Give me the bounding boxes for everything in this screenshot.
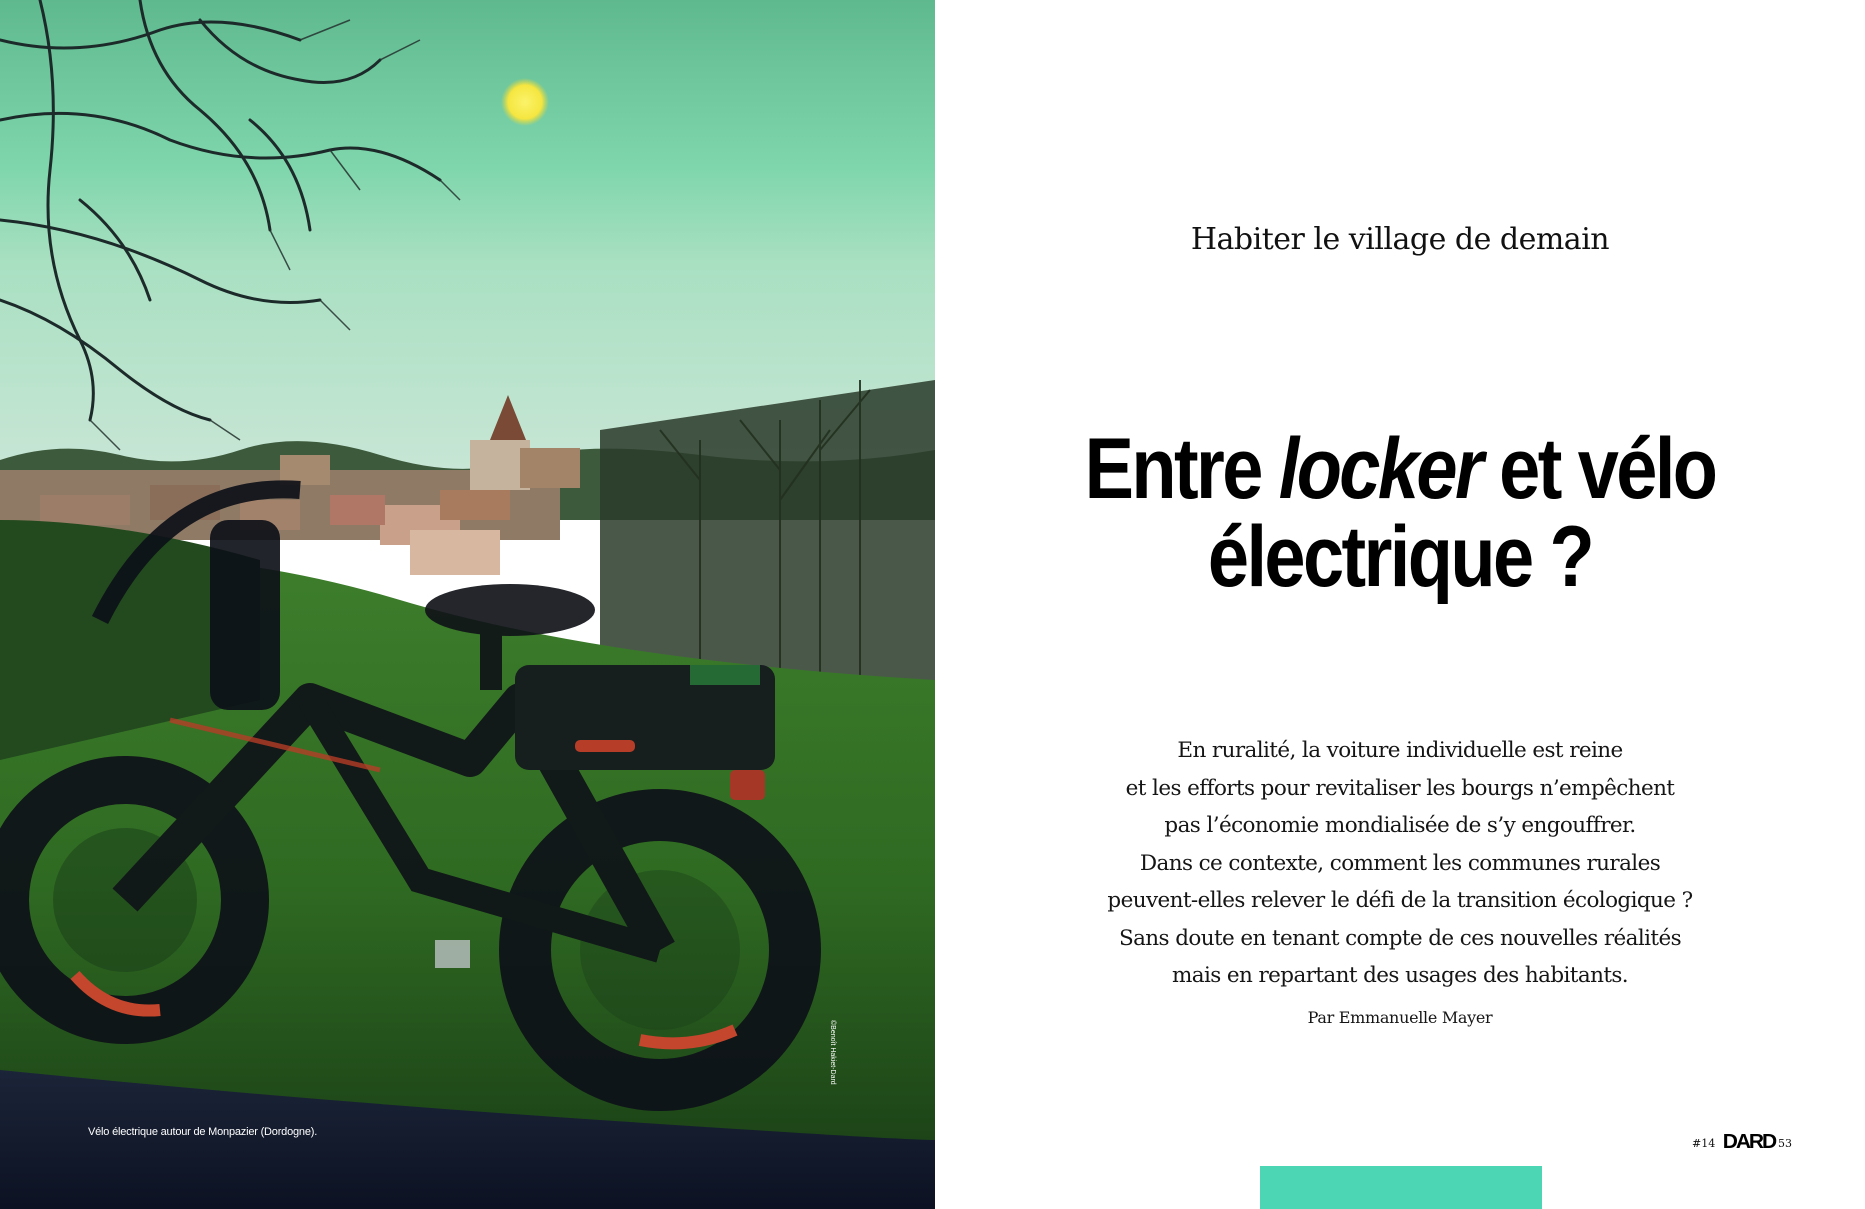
article-title xyxy=(1000,421,1800,605)
standfirst-line: Sans doute en tenant compte de ces nouvelles réalités xyxy=(1118,925,1682,951)
standfirst-line: En ruralité, la voiture individuelle est reine xyxy=(1177,738,1623,763)
photo-credit xyxy=(826,1020,838,1115)
sun xyxy=(501,78,549,126)
issue-number: #14 xyxy=(1692,1137,1716,1150)
page-number: 53 xyxy=(1778,1137,1792,1150)
title-part-2: et vélo xyxy=(1481,421,1716,517)
title-line-2: électrique ? xyxy=(1207,509,1593,605)
article-standfirst xyxy=(1085,732,1715,995)
magazine-logo: DARD xyxy=(1722,1131,1776,1153)
title-line-1 xyxy=(1000,421,1800,517)
author-byline: Par Emmanuelle Mayer xyxy=(1307,1008,1493,1027)
accent-bar xyxy=(1260,1166,1542,1209)
title-italic-word: locker xyxy=(1278,421,1482,517)
title-part-1: Entre xyxy=(1084,421,1279,517)
standfirst-line: et les efforts pour revitaliser les bourgs n’empêchent xyxy=(1125,775,1675,801)
photo-credit-text: ©Benoît Hakiet-Dard xyxy=(829,1020,836,1085)
standfirst-line: peuvent-elles relever le défi de la transition écologique ? xyxy=(1107,888,1693,913)
standfirst-line: Dans ce contexte, comment les communes rurales xyxy=(1139,850,1661,876)
photo-caption: Vélo électrique autour de Monpazier (Dordogne). xyxy=(88,1126,318,1138)
standfirst-line: mais en repartant des usages des habitants. xyxy=(1171,963,1629,988)
section-rubric: Habiter le village de demain xyxy=(1190,222,1610,257)
standfirst-line: pas l’économie mondialisée de s’y engouffrer. xyxy=(1164,813,1636,838)
